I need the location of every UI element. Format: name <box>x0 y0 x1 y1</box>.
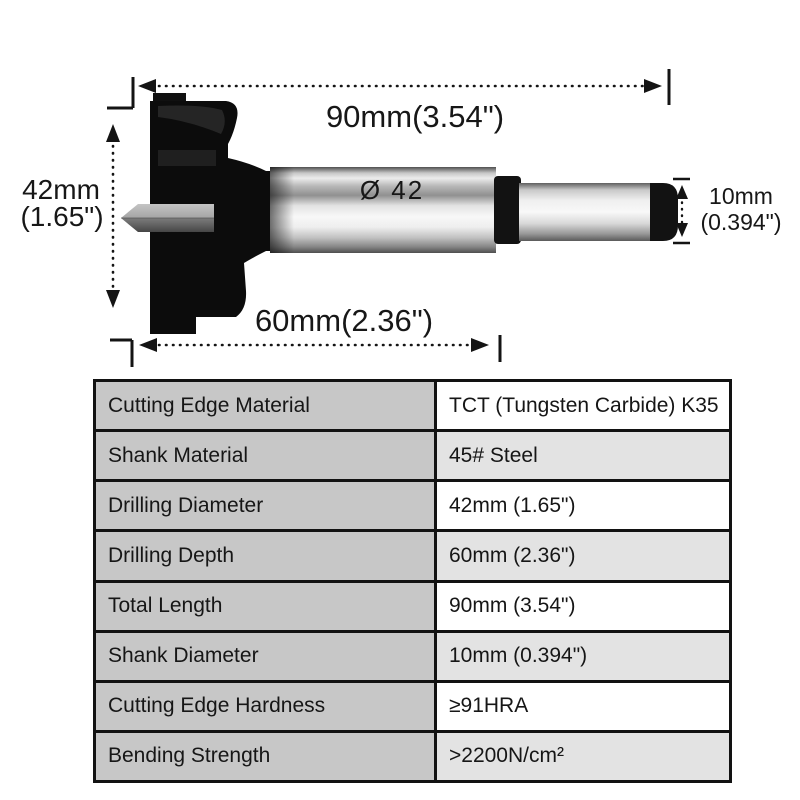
bit-head-sheen <box>158 150 216 166</box>
drill-bit-diagram <box>0 0 800 378</box>
center-spur-shade <box>121 218 214 232</box>
dim-drilling-depth <box>110 335 500 367</box>
table-row <box>95 681 731 731</box>
table-row <box>95 431 731 481</box>
spec-value: 42mm (1.65") <box>436 481 731 531</box>
spec-value: 60mm (2.36") <box>436 531 731 581</box>
spec-table <box>93 379 732 783</box>
spec-value: 90mm (3.54") <box>436 581 731 631</box>
shank-diameter-label-line2: (0.394") <box>700 209 782 235</box>
spec-value: >2200N/cm² <box>436 731 731 781</box>
collar-ring <box>494 176 521 244</box>
spec-label: Bending Strength <box>95 731 436 781</box>
drilling-diameter-label-line1: 42mm <box>22 174 100 205</box>
table-row <box>95 481 731 531</box>
drilling-diameter-label-line2: (1.65") <box>20 201 104 232</box>
spec-label: Cutting Edge Material <box>95 381 436 431</box>
spec-label: Cutting Edge Hardness <box>95 681 436 731</box>
drilling-depth-label: 60mm(2.36") <box>254 303 434 338</box>
shank-end-cap <box>650 183 678 241</box>
spec-value: 45# Steel <box>436 431 731 481</box>
table-row <box>95 581 731 631</box>
spec-value: TCT (Tungsten Carbide) K35 <box>436 381 731 431</box>
table-row <box>95 381 731 431</box>
spec-label: Drilling Diameter <box>95 481 436 531</box>
spec-label: Shank Diameter <box>95 631 436 681</box>
spec-value: 10mm (0.394") <box>436 631 731 681</box>
dim-drilling-diameter <box>106 124 120 308</box>
bit-diameter-label: Ø 42 <box>359 175 425 205</box>
table-row <box>95 731 731 781</box>
spec-label: Shank Material <box>95 431 436 481</box>
table-row <box>95 531 731 581</box>
spec-label: Drilling Depth <box>95 531 436 581</box>
bit-body-shadow <box>270 167 294 253</box>
spec-label: Total Length <box>95 581 436 631</box>
shank-diameter-label-line1: 10mm <box>709 183 773 209</box>
spec-value: ≥91HRA <box>436 681 731 731</box>
bit-head-rim <box>153 93 186 102</box>
bit-shank <box>519 183 659 241</box>
total-length-label: 90mm(3.54") <box>325 99 505 134</box>
table-row <box>95 631 731 681</box>
